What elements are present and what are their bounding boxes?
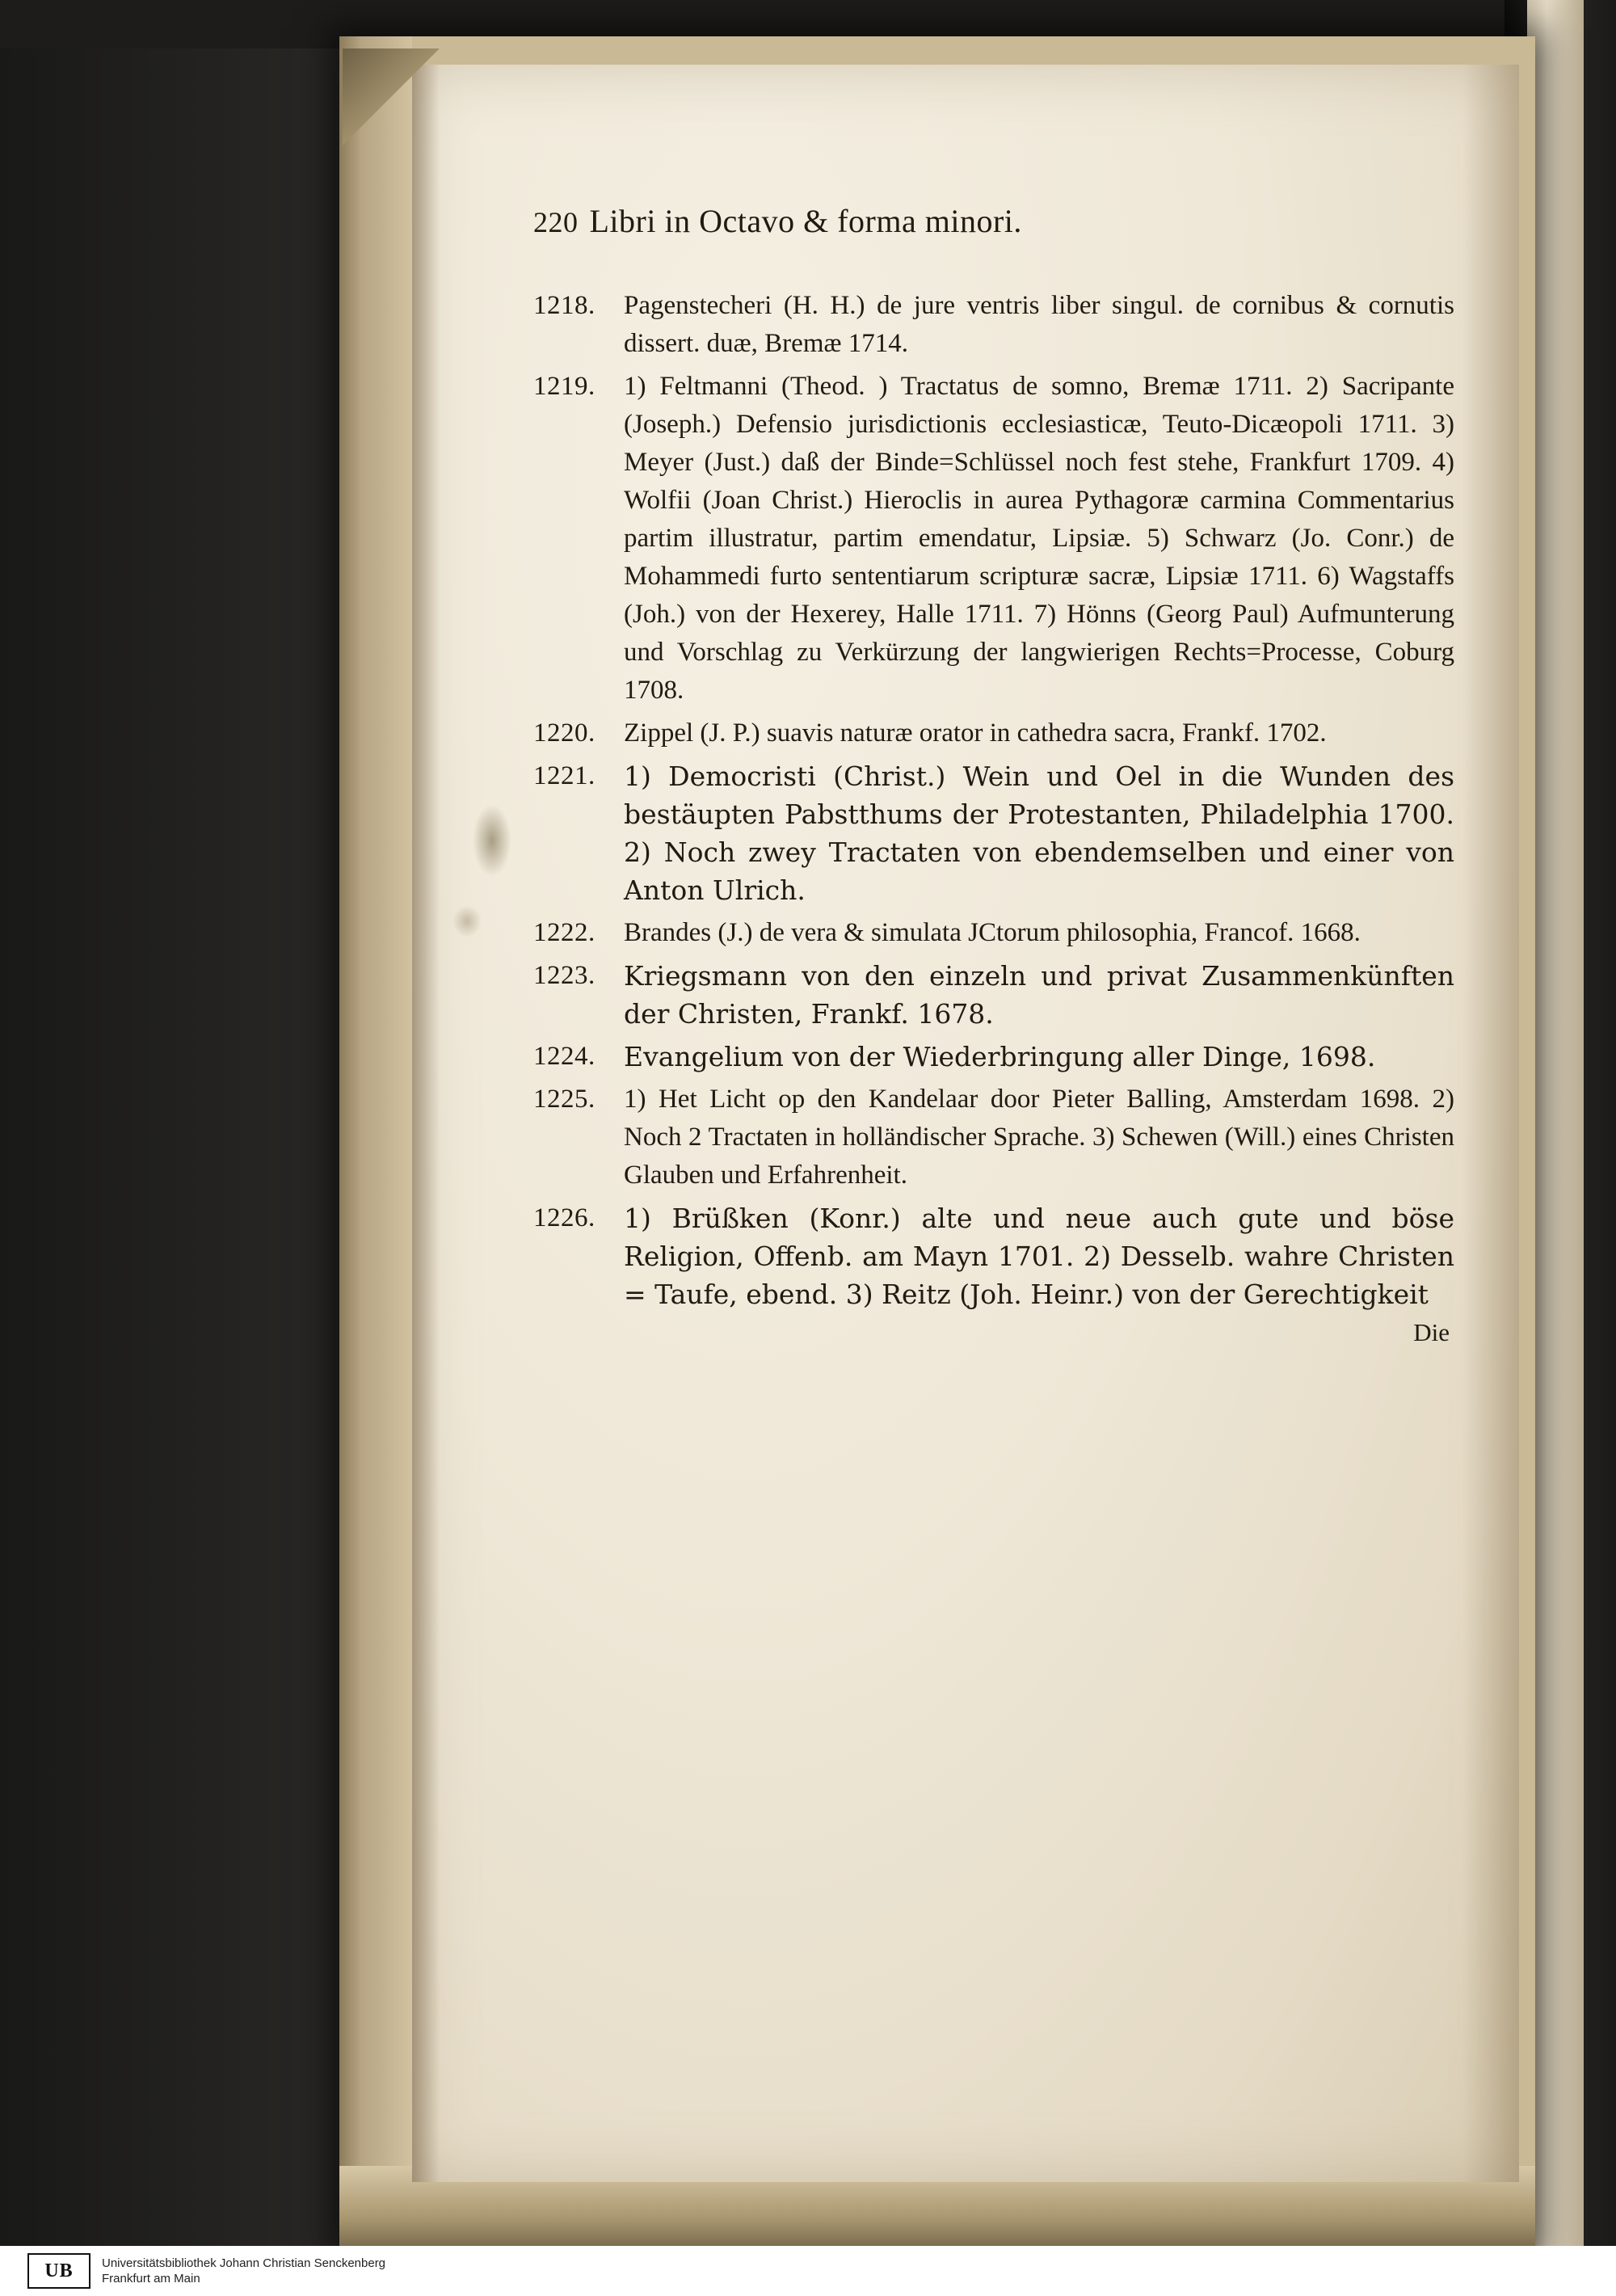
entry-text: Kriegsmann von den einzeln und privat Zusammenkünften der Christen, Frankf. 1678. bbox=[624, 960, 1454, 1030]
entry-text: Evangelium von der Wiederbringung aller Dinge, 1698. bbox=[624, 1041, 1376, 1072]
entry-text: 1) Feltmanni (Theod. ) Tractatus de somno, Bremæ 1711. 2) Sacripante (Joseph.) Defensio jurisdictionis ecclesiasticæ, Teuto-Dicæopoli 1711. 3) Meyer (Just.) daß der Binde=Schlüssel noch fest stehe, Frankfurt 1709. 4) Wolfii (Joan Christ.) Hieroclis in aurea Pythagoræ carmina Commentarius partim illustratur, partim emendatur, Lipsiæ. 5) Schwarz (Jo. Conr.) de Mohammedi furto sententiarum scripturæ sacræ, Lipsiæ 1711. 6) Wagstaffs (Joh.) von der Hexerey, Halle 1711. 7) Hönns (Georg Paul) Aufmunterung und Vorschlag zu Verkürzung der langwierigen Rechts=Processe, Coburg 1708. bbox=[624, 372, 1454, 705]
text-column bbox=[533, 202, 1454, 1347]
entry-text: Zippel (J. P.) suavis naturæ orator in cathedra sacra, Frankf. 1702. bbox=[624, 718, 1327, 748]
library-name-line1: Universitätsbibliothek Johann Christian Senckenberg bbox=[102, 2256, 386, 2270]
folio-number: 220 bbox=[533, 206, 579, 238]
catalog-entry bbox=[533, 1199, 1454, 1313]
library-name bbox=[102, 2256, 385, 2286]
catalog-entry bbox=[533, 757, 1454, 909]
entry-number: 1220. bbox=[533, 718, 595, 748]
catalog-entry bbox=[533, 714, 1454, 752]
entry-number: 1221. bbox=[533, 761, 595, 790]
catalog-entry bbox=[533, 1038, 1454, 1076]
entry-number: 1222. bbox=[533, 918, 595, 947]
catchword: Die bbox=[1413, 1318, 1450, 1346]
catalog-entry bbox=[533, 287, 1454, 363]
entry-number: 1224. bbox=[533, 1042, 595, 1071]
library-name-line2: Frankfurt am Main bbox=[102, 2272, 200, 2285]
foxing-stain-small bbox=[452, 905, 482, 937]
catalog-entry bbox=[533, 368, 1454, 710]
catalog-entry bbox=[533, 1081, 1454, 1194]
library-watermark bbox=[0, 2246, 1616, 2296]
entry-number: 1226. bbox=[533, 1203, 595, 1232]
entry-text: 1) Brüßken (Konr.) alte und neue auch gute und böse Religion, Offenb. am Mayn 1701. 2) Desselb. wahre Christen = Taufe, ebend. 3) Reitz (Joh. Heinr.) von der Gerechtigkeit bbox=[624, 1203, 1454, 1310]
catalog-entry bbox=[533, 914, 1454, 952]
running-head bbox=[533, 202, 1454, 240]
facing-page-edge bbox=[1527, 0, 1584, 2255]
entry-text: Pagenstecheri (H. H.) de jure ventris liber singul. de cornibus & cornutis dissert. duæ, Bremæ 1714. bbox=[624, 291, 1454, 358]
running-title: Libri in Octavo & forma minori. bbox=[589, 203, 1022, 239]
catalog-entry bbox=[533, 957, 1454, 1033]
entry-text: Brandes (J.) de vera & simulata JCtorum philosophia, Francof. 1668. bbox=[624, 918, 1361, 947]
entry-number: 1219. bbox=[533, 372, 595, 401]
ub-logo: UB bbox=[27, 2253, 90, 2289]
background-left bbox=[0, 0, 347, 2296]
entry-number: 1225. bbox=[533, 1085, 595, 1114]
entry-text: 1) Democristi (Christ.) Wein und Oel in die Wunden des bestäupten Pabstthums der Protestanten, Philadelphia 1700. 2) Noch zwey Tractaten von ebendemselben und einer von Anton Ulrich. bbox=[624, 760, 1454, 906]
foxing-stain bbox=[473, 804, 511, 877]
entry-number: 1218. bbox=[533, 291, 595, 320]
book-edge-left bbox=[339, 36, 412, 2255]
entry-text: 1) Het Licht op den Kandelaar door Pieter Balling, Amsterdam 1698. 2) Noch 2 Tractaten in holländischer Sprache. 3) Schewen (Will.) eines Christen Glauben und Erfahrenheit. bbox=[624, 1085, 1454, 1190]
entry-number: 1223. bbox=[533, 961, 595, 990]
